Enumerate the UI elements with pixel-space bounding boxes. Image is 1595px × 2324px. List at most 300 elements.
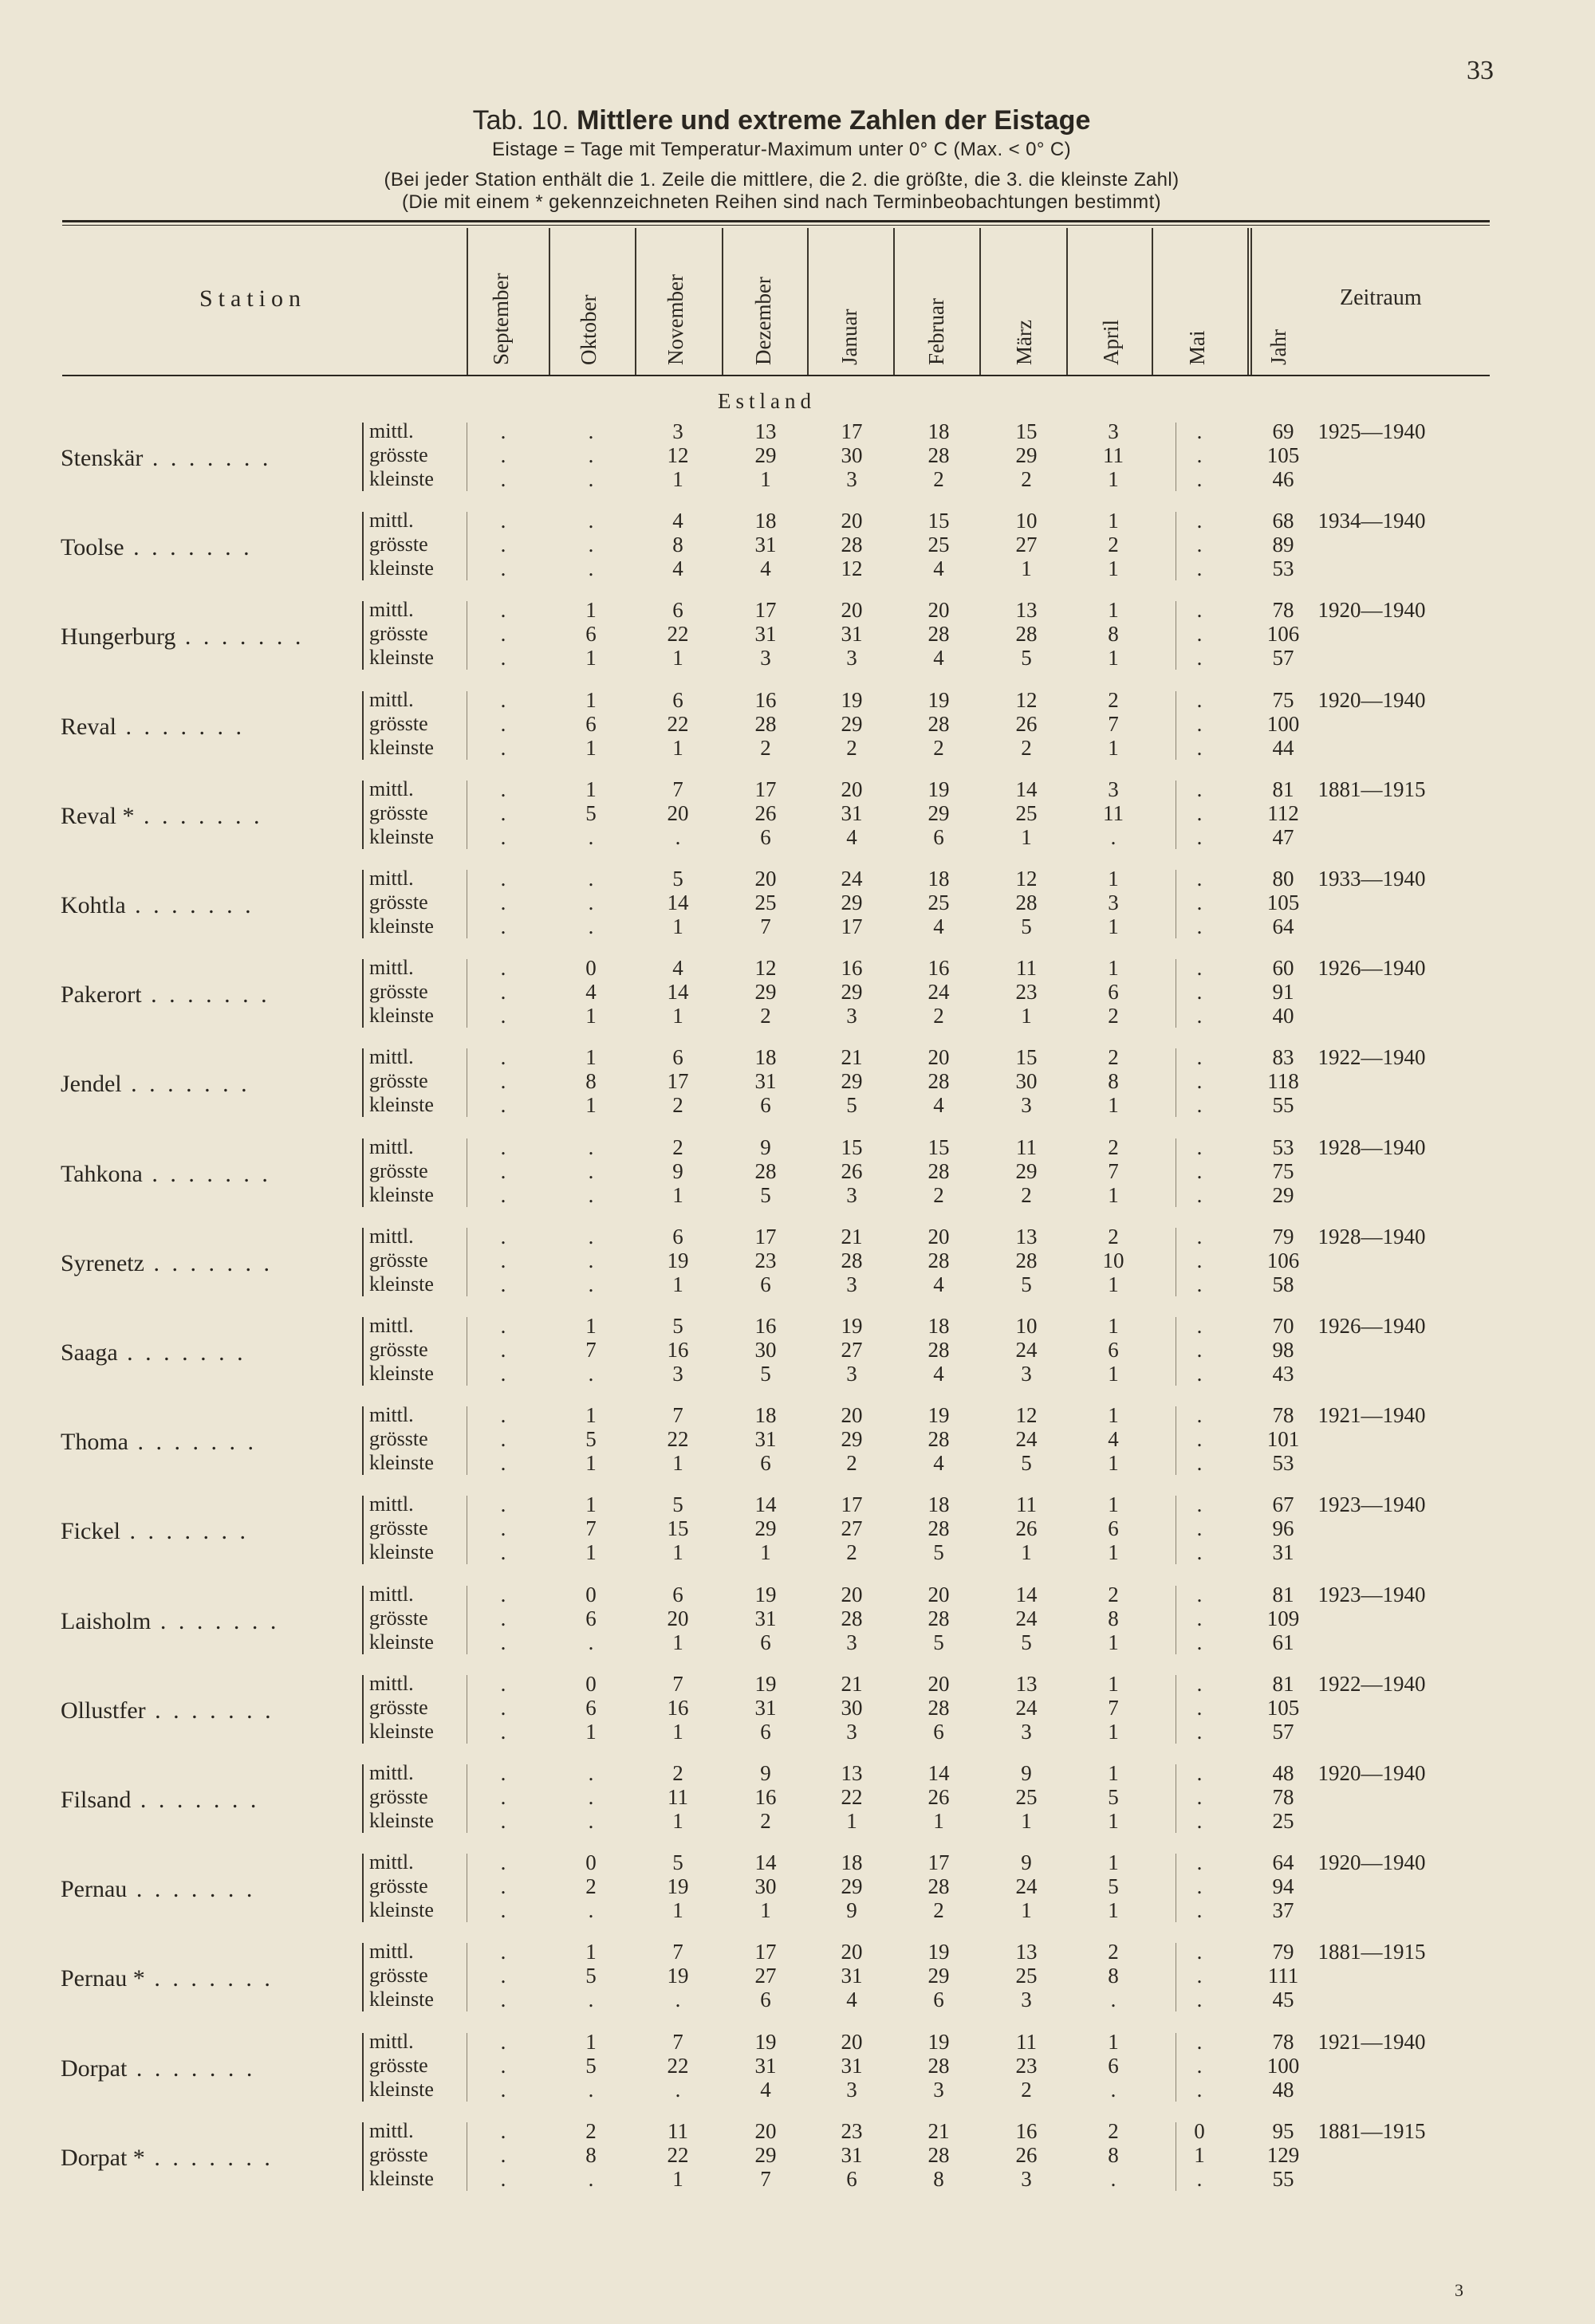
- month-value: 16: [754, 687, 777, 712]
- month-value: 19: [927, 1403, 950, 1428]
- month-value: .: [500, 1362, 506, 1386]
- month-value: .: [1196, 824, 1203, 849]
- row-label: grösste: [369, 1606, 428, 1630]
- header-bottom-rule: [62, 375, 1490, 376]
- month-value: 27: [841, 1516, 863, 1541]
- month-value: 9: [1021, 1761, 1032, 1785]
- month-value: 1: [585, 598, 597, 623]
- month-value: 0: [585, 956, 597, 981]
- month-value: 23: [841, 2118, 863, 2143]
- month-value: .: [675, 2077, 681, 2102]
- month-value: 28: [927, 1427, 950, 1452]
- month-value: 1: [1108, 598, 1119, 623]
- month-value: 12: [1015, 687, 1038, 712]
- month-value: 1: [1108, 867, 1119, 891]
- month-value: 3: [846, 1630, 857, 1654]
- month-value: 1: [672, 1809, 683, 1833]
- month-value: 29: [841, 1069, 863, 1094]
- month-value: 2: [846, 735, 857, 760]
- month-value: 26: [841, 1158, 863, 1183]
- year-value: 64: [1272, 914, 1294, 938]
- row-label: mittl.: [369, 598, 414, 622]
- month-value: .: [1110, 824, 1116, 849]
- row-label: mittl.: [369, 1940, 414, 1964]
- month-value: .: [1196, 1809, 1203, 1833]
- month-value: .: [500, 2166, 506, 2191]
- month-value: 28: [927, 711, 950, 736]
- row-label: grösste: [369, 1785, 428, 1808]
- month-value: 11: [1016, 1492, 1037, 1517]
- month-value: .: [1196, 1134, 1203, 1159]
- month-value: 5: [672, 1314, 683, 1338]
- month-value: 3: [846, 467, 857, 491]
- month-value: 23: [1015, 2053, 1038, 2078]
- dot-leader: . . . . . . .: [127, 1876, 256, 1903]
- month-value: .: [588, 533, 594, 557]
- station-name: Pernau * . . . . . . .: [61, 1965, 274, 1992]
- month-value: 20: [841, 1403, 863, 1428]
- month-value: .: [1196, 2077, 1203, 2102]
- month-value: 25: [1015, 800, 1038, 825]
- year-value: 78: [1272, 1785, 1294, 1809]
- month-value: .: [500, 824, 506, 849]
- month-value: 17: [754, 777, 777, 801]
- month-value: 7: [585, 1516, 597, 1541]
- month-value: 7: [1108, 1695, 1119, 1720]
- month-value: 1: [672, 1719, 683, 1744]
- month-value: .: [1196, 1874, 1203, 1899]
- month-value: .: [1196, 735, 1203, 760]
- month-value: .: [1196, 1606, 1203, 1630]
- year-value: 70: [1272, 1314, 1294, 1338]
- month-value: 1: [585, 1314, 597, 1338]
- month-value: 24: [927, 980, 950, 1005]
- month-value: .: [588, 2077, 594, 2102]
- month-value: 24: [841, 867, 863, 891]
- year-value: 101: [1266, 1427, 1300, 1452]
- month-value: 24: [1015, 1606, 1038, 1630]
- dot-leader: . . . . . . .: [151, 1607, 280, 1634]
- table-heading: Mittlere und extreme Zahlen der Eistage: [577, 105, 1091, 136]
- year-value: 57: [1272, 1719, 1294, 1744]
- year-value: 100: [1266, 711, 1300, 736]
- station-period: 1881—1915: [1317, 777, 1426, 801]
- month-value: .: [500, 1314, 506, 1338]
- month-value: .: [500, 891, 506, 914]
- month-value: 6: [585, 1695, 597, 1720]
- month-value: .: [1196, 1314, 1203, 1338]
- month-value: 8: [1108, 1606, 1119, 1630]
- month-value: 9: [760, 1134, 771, 1159]
- month-value: .: [500, 419, 506, 443]
- month-value: 3: [1021, 2166, 1032, 2191]
- row-label: kleinste: [369, 646, 434, 670]
- year-value: 83: [1272, 1045, 1294, 1070]
- month-value: 1: [585, 1093, 597, 1118]
- month-value: 5: [1021, 646, 1032, 670]
- year-value: 69: [1272, 419, 1294, 443]
- month-value: .: [1196, 777, 1203, 801]
- month-value: .: [588, 2166, 594, 2191]
- month-value: .: [1196, 867, 1203, 891]
- month-value: 16: [754, 1314, 777, 1338]
- month-value: 1: [1021, 1809, 1032, 1833]
- dot-leader: . . . . . . .: [125, 892, 254, 918]
- row-label: kleinste: [369, 1630, 434, 1654]
- month-value: 15: [927, 509, 950, 533]
- month-value: 13: [1015, 1224, 1038, 1249]
- month-value: 10: [1102, 1248, 1124, 1272]
- row-label: grösste: [369, 980, 428, 1004]
- month-value: 5: [672, 1850, 683, 1875]
- month-value: 15: [927, 1134, 950, 1159]
- month-value: 20: [841, 2029, 863, 2054]
- month-value: 29: [754, 1516, 777, 1541]
- month-value: .: [588, 1785, 594, 1809]
- row-label: kleinste: [369, 1898, 434, 1922]
- year-value: 29: [1272, 1182, 1294, 1207]
- month-value: .: [1196, 914, 1203, 938]
- month-value: 1: [1108, 1403, 1119, 1428]
- month-value: 15: [1015, 1045, 1038, 1070]
- month-value: 2: [1021, 735, 1032, 760]
- year-value: 60: [1272, 956, 1294, 981]
- month-value: .: [1196, 1964, 1203, 1988]
- month-value: 20: [754, 2118, 777, 2143]
- month-value: 19: [927, 687, 950, 712]
- month-value: 1: [1108, 1362, 1119, 1386]
- month-value: 29: [841, 1874, 863, 1899]
- month-value: 2: [585, 2118, 597, 2143]
- month-value: 28: [927, 1248, 950, 1272]
- month-value: .: [675, 1988, 681, 2012]
- month-value: 26: [927, 1785, 950, 1809]
- month-value: .: [1196, 800, 1203, 825]
- month-value: .: [500, 1785, 506, 1809]
- month-value: 18: [754, 509, 777, 533]
- year-value: 31: [1272, 1540, 1294, 1565]
- month-value: 5: [933, 1540, 944, 1565]
- row-label: mittl.: [369, 1761, 414, 1784]
- year-value: 91: [1272, 980, 1294, 1005]
- month-value: 12: [1015, 1403, 1038, 1428]
- station-bracket: [362, 1496, 364, 1564]
- month-value: 2: [933, 467, 944, 491]
- station-bracket: [362, 1675, 364, 1744]
- month-value: 16: [927, 956, 950, 981]
- station-period: 1934—1940: [1317, 509, 1426, 533]
- month-value: 2: [585, 1874, 597, 1899]
- month-value: 1: [1108, 1272, 1119, 1296]
- month-value: 1: [672, 1182, 683, 1207]
- month-value: 26: [1015, 711, 1038, 736]
- month-value: 22: [667, 2142, 689, 2167]
- dot-leader: . . . . . . .: [127, 2055, 256, 2082]
- month-value: 19: [667, 1874, 689, 1899]
- month-value: 8: [585, 1069, 597, 1094]
- region-label: Estland: [718, 389, 816, 413]
- month-value: 2: [1108, 687, 1119, 712]
- month-value: .: [1196, 1403, 1203, 1428]
- month-value: 20: [841, 598, 863, 623]
- dot-leader: . . . . . . .: [145, 1697, 274, 1724]
- month-value: 5: [1108, 1874, 1119, 1899]
- month-header: November: [664, 274, 687, 365]
- month-value: .: [500, 622, 506, 647]
- year-value: 61: [1272, 1630, 1294, 1654]
- year-value: 106: [1266, 1248, 1300, 1272]
- row-label: mittl.: [369, 1134, 414, 1158]
- year-value: 45: [1272, 1988, 1294, 2012]
- month-value: 3: [933, 2077, 944, 2102]
- month-value: 29: [1015, 1158, 1038, 1183]
- month-value: 22: [667, 2053, 689, 2078]
- station-period: 1921—1940: [1317, 1403, 1426, 1428]
- column-divider: [467, 228, 468, 375]
- month-value: 4: [933, 646, 944, 670]
- month-value: 16: [667, 1695, 689, 1720]
- year-value: 89: [1272, 533, 1294, 557]
- station-period: 1928—1940: [1317, 1134, 1426, 1159]
- row-label: mittl.: [369, 956, 414, 980]
- month-value: .: [1196, 419, 1203, 443]
- station-name: Fickel . . . . . . .: [61, 1518, 249, 1545]
- year-value: 75: [1272, 687, 1294, 712]
- year-value: 40: [1272, 1004, 1294, 1028]
- month-value: .: [500, 2029, 506, 2054]
- month-value: 5: [760, 1182, 771, 1207]
- row-label: kleinste: [369, 1451, 434, 1475]
- month-value: 2: [1108, 533, 1119, 557]
- month-value: 2: [1108, 1224, 1119, 1249]
- month-value: 14: [754, 1850, 777, 1875]
- month-value: 27: [841, 1338, 863, 1362]
- month-value: .: [500, 1695, 506, 1720]
- month-value: 5: [1021, 1630, 1032, 1654]
- month-value: 25: [927, 891, 950, 914]
- month-value: 8: [1108, 2142, 1119, 2167]
- month-value: 2: [1108, 1940, 1119, 1964]
- column-divider: [549, 228, 550, 375]
- month-value: 6: [933, 824, 944, 849]
- month-value: 29: [841, 1427, 863, 1452]
- dot-leader: . . . . . . .: [117, 1339, 246, 1366]
- row-label: mittl.: [369, 1045, 414, 1069]
- month-value: 7: [672, 1940, 683, 1964]
- month-value: .: [500, 956, 506, 981]
- month-value: 3: [1021, 1988, 1032, 2012]
- month-value: .: [588, 867, 594, 891]
- month-value: 2: [1108, 2118, 1119, 2143]
- month-value: 0: [585, 1671, 597, 1696]
- month-value: .: [500, 1940, 506, 1964]
- month-value: 1: [1108, 467, 1119, 491]
- month-value: 28: [927, 1069, 950, 1094]
- year-value: 67: [1272, 1492, 1294, 1517]
- station-name: Dorpat . . . . . . .: [61, 2055, 256, 2082]
- month-value: 1: [672, 1898, 683, 1923]
- station-period: 1926—1940: [1317, 956, 1426, 981]
- month-value: 2: [846, 1540, 857, 1565]
- month-value: 1: [933, 1809, 944, 1833]
- month-value: 4: [933, 1451, 944, 1476]
- year-value: 81: [1272, 1671, 1294, 1696]
- month-value: 16: [1015, 2118, 1038, 2143]
- month-value: 28: [754, 711, 777, 736]
- station-bracket: [362, 2033, 364, 2102]
- month-value: 1: [1108, 646, 1119, 670]
- year-value: 81: [1272, 1582, 1294, 1606]
- month-value: 20: [927, 1224, 950, 1249]
- month-value: 1: [1108, 914, 1119, 938]
- month-value: 8: [1108, 622, 1119, 647]
- row-label: grösste: [369, 800, 428, 824]
- month-value: 2: [1021, 467, 1032, 491]
- month-value: 12: [754, 956, 777, 981]
- month-value: 31: [754, 1606, 777, 1630]
- month-value: .: [588, 443, 594, 467]
- month-value: 25: [1015, 1964, 1038, 1988]
- month-value: 31: [754, 533, 777, 557]
- month-value: 1: [585, 1940, 597, 1964]
- month-value: .: [500, 556, 506, 581]
- month-value: 20: [667, 1606, 689, 1630]
- month-value: 7: [672, 1671, 683, 1696]
- month-value: .: [1196, 1272, 1203, 1296]
- year-value: 118: [1267, 1069, 1299, 1094]
- month-value: 1: [1108, 2029, 1119, 2054]
- page-number: 33: [1467, 56, 1494, 85]
- month-value: 1: [1021, 556, 1032, 581]
- year-value: 58: [1272, 1272, 1294, 1296]
- month-value: 5: [846, 1093, 857, 1118]
- month-value: 17: [927, 1850, 950, 1875]
- month-value: 8: [1108, 1964, 1119, 1988]
- station-header: Station: [199, 285, 307, 312]
- month-value: 26: [754, 800, 777, 825]
- row-label: grösste: [369, 1695, 428, 1719]
- month-value: 20: [841, 509, 863, 533]
- station-period: 1923—1940: [1317, 1582, 1426, 1606]
- definition-line: Eistage = Tage mit Temperatur-Maximum unter 0° C (Max. < 0° C): [491, 139, 1072, 160]
- month-value: 22: [667, 622, 689, 647]
- column-divider: [1152, 228, 1153, 375]
- month-value: 1: [585, 1004, 597, 1028]
- year-value: 53: [1272, 1134, 1294, 1159]
- row-label: grösste: [369, 1158, 428, 1182]
- month-value: 19: [667, 1964, 689, 1988]
- month-value: 0: [585, 1850, 597, 1875]
- year-value: 95: [1272, 2118, 1294, 2143]
- station-bracket: [362, 1138, 364, 1207]
- month-value: 17: [754, 1940, 777, 1964]
- year-value: 48: [1272, 1761, 1294, 1785]
- year-value: 68: [1272, 509, 1294, 533]
- column-divider: [722, 228, 723, 375]
- station-bracket: [362, 959, 364, 1028]
- month-header: Dezember: [751, 277, 775, 365]
- month-value: 1: [1108, 1898, 1119, 1923]
- month-value: 19: [927, 1940, 950, 1964]
- month-value: 6: [760, 1630, 771, 1654]
- month-value: .: [1196, 2166, 1203, 2191]
- month-value: 6: [672, 598, 683, 623]
- station-name: Filsand . . . . . . .: [61, 1787, 260, 1813]
- month-value: 6: [760, 824, 771, 849]
- month-value: 1: [1108, 556, 1119, 581]
- row-label: mittl.: [369, 2029, 414, 2053]
- year-value: 94: [1272, 1874, 1294, 1899]
- row-label: grösste: [369, 1248, 428, 1272]
- year-value: 75: [1272, 1158, 1294, 1183]
- month-value: 24: [1015, 1874, 1038, 1899]
- station-name: Thoma . . . . . . .: [61, 1429, 257, 1456]
- month-value: 21: [927, 2118, 950, 2143]
- month-value: 31: [754, 2053, 777, 2078]
- month-value: 5: [585, 1427, 597, 1452]
- month-value: 25: [754, 891, 777, 914]
- month-value: .: [1196, 467, 1203, 491]
- dot-leader: . . . . . . .: [143, 445, 272, 471]
- month-value: 15: [667, 1516, 689, 1541]
- month-value: .: [1196, 1451, 1203, 1476]
- month-value: 1: [1108, 735, 1119, 760]
- month-value: 28: [1015, 891, 1038, 914]
- row-label: mittl.: [369, 867, 414, 890]
- month-value: 6: [760, 1093, 771, 1118]
- month-value: 19: [754, 1671, 777, 1696]
- row-label: kleinste: [369, 1719, 434, 1743]
- month-value: 29: [927, 800, 950, 825]
- row-label: mittl.: [369, 2118, 414, 2142]
- month-value: 9: [672, 1158, 683, 1183]
- month-value: .: [500, 1582, 506, 1606]
- month-value: 5: [585, 1964, 597, 1988]
- month-value: .: [1196, 1004, 1203, 1028]
- month-value: 16: [754, 1785, 777, 1809]
- month-value: .: [500, 867, 506, 891]
- month-value: 21: [841, 1224, 863, 1249]
- station-period: 1920—1940: [1317, 687, 1426, 712]
- month-value: 2: [760, 1004, 771, 1028]
- month-value: 1: [760, 467, 771, 491]
- month-value: 6: [760, 1451, 771, 1476]
- month-value: 19: [667, 1248, 689, 1272]
- month-value: .: [1196, 1182, 1203, 1207]
- month-value: .: [1110, 2077, 1116, 2102]
- month-value: .: [1196, 1988, 1203, 2012]
- month-value: .: [500, 1427, 506, 1452]
- month-value: .: [1196, 1093, 1203, 1118]
- month-value: 23: [1015, 980, 1038, 1005]
- month-value: 28: [1015, 1248, 1038, 1272]
- month-value: .: [500, 1403, 506, 1428]
- month-value: .: [500, 2077, 506, 2102]
- month-value: 14: [754, 1492, 777, 1517]
- dot-leader: . . . . . . .: [144, 1249, 273, 1276]
- month-value: 19: [754, 2029, 777, 2054]
- dot-leader: . . . . . . .: [141, 981, 270, 1009]
- month-value: .: [1196, 509, 1203, 533]
- row-label: grösste: [369, 533, 428, 556]
- year-value: 55: [1272, 2166, 1294, 2191]
- month-value: .: [500, 1224, 506, 1249]
- month-value: 14: [1015, 777, 1038, 801]
- month-value: 5: [672, 867, 683, 891]
- month-value: 5: [1108, 1785, 1119, 1809]
- month-value: 17: [841, 1492, 863, 1517]
- year-value: 78: [1272, 2029, 1294, 2054]
